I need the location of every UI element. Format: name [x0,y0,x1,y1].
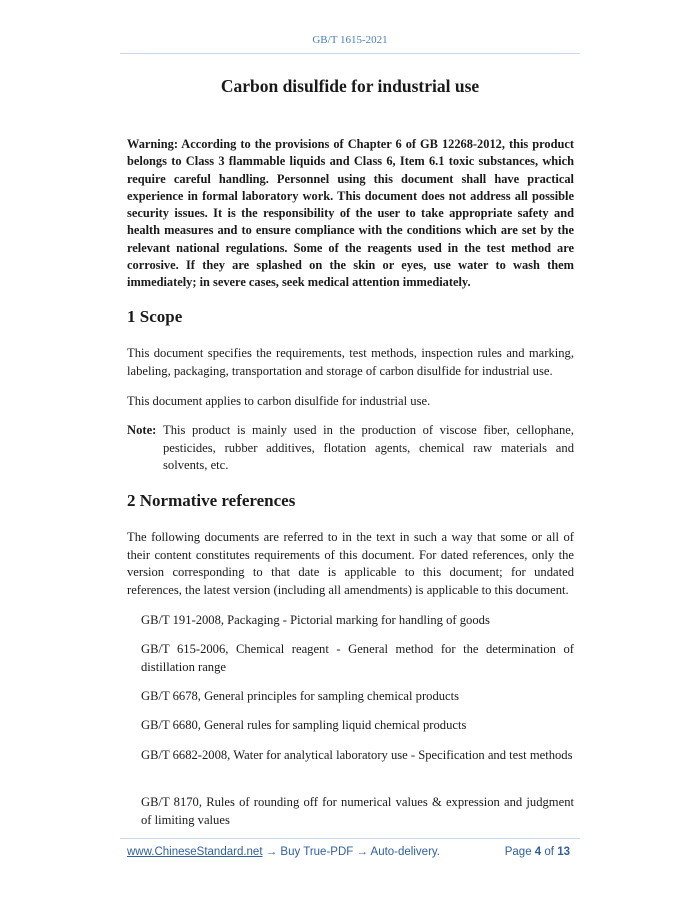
document-code-header: GB/T 1615-2021 [312,34,388,46]
scope-note [127,422,574,475]
reference-item: GB/T 6680, General rules for sampling liquid chemical products [141,718,467,732]
website-link[interactable]: www.ChineseStandard.net [127,846,263,858]
reference-item: GB/T 191-2008, Packaging - Pictorial marking for handling of goods [141,613,490,627]
reference-item: GB/T 6682-2008, Water for analytical laboratory use - Specification and test methods [141,748,573,762]
page-total: 13 [557,846,570,858]
scope-paragraph-1: This document specifies the requirements, test methods, inspection rules and marking, labeling, packaging, transportation and storage of carbon disulfide for industrial use. [127,346,574,378]
page-label: Page [504,846,532,858]
note-text: This product is mainly used in the production of viscose fiber, cellophane, pesticides, rubber additives, flotation agents, chemical raw materials and solvents, etc. [163,423,574,473]
page-current: 4 [534,846,542,858]
warning-paragraph: Warning: According to the provisions of Chapter 6 of GB 12268-2012, this product belongs to Class 3 flammable liquids and Class 6, Item 6.1 toxic substances, which require careful handling. Personnel using this document shall have practical experience in formal laboratory work. This document does not address all possible security issues. It is the responsibility of the user to take appropriate safety and health measures and to ensure compliance with the conditions which are set by the relevant national regulations. Some of the reagents used in the test method are corrosive. If they are splashed on the skin or eyes, use water to wash them immediately; in severe cases, seek medical attention immediately. [127,137,574,290]
footer-divider [120,838,580,839]
page-indicator [505,846,570,858]
reference-item: GB/T 8170, Rules of rounding off for numerical values & expression and judgment of limiting values [141,795,574,827]
note-label: Note: [127,423,157,437]
reference-item: GB/T 615-2006, Chemical reagent - General method for the determination of distillation range [141,642,574,674]
reference-item: GB/T 6678, General principles for sampling chemical products [141,689,460,703]
section-heading-normative-references: 2 Normative references [127,491,296,510]
normative-intro-paragraph: The following documents are referred to in the text in such a way that some or all of their content constitutes requirements of this document. For dated references, only the version corresponding to that date is applicable to this document; for undated references, the latest version (including all amendments) is applicable to this document. [127,530,574,597]
scope-paragraph-2: This document applies to carbon disulfide for industrial use. [127,394,431,408]
document-title: Carbon disulfide for industrial use [220,76,480,96]
footer-tagline: → Buy True-PDF → Auto-delivery. [262,846,440,858]
page-footer [127,846,574,858]
section-heading-scope: 1 Scope [127,307,183,326]
page-of: of [544,846,554,858]
header-divider [120,53,580,54]
